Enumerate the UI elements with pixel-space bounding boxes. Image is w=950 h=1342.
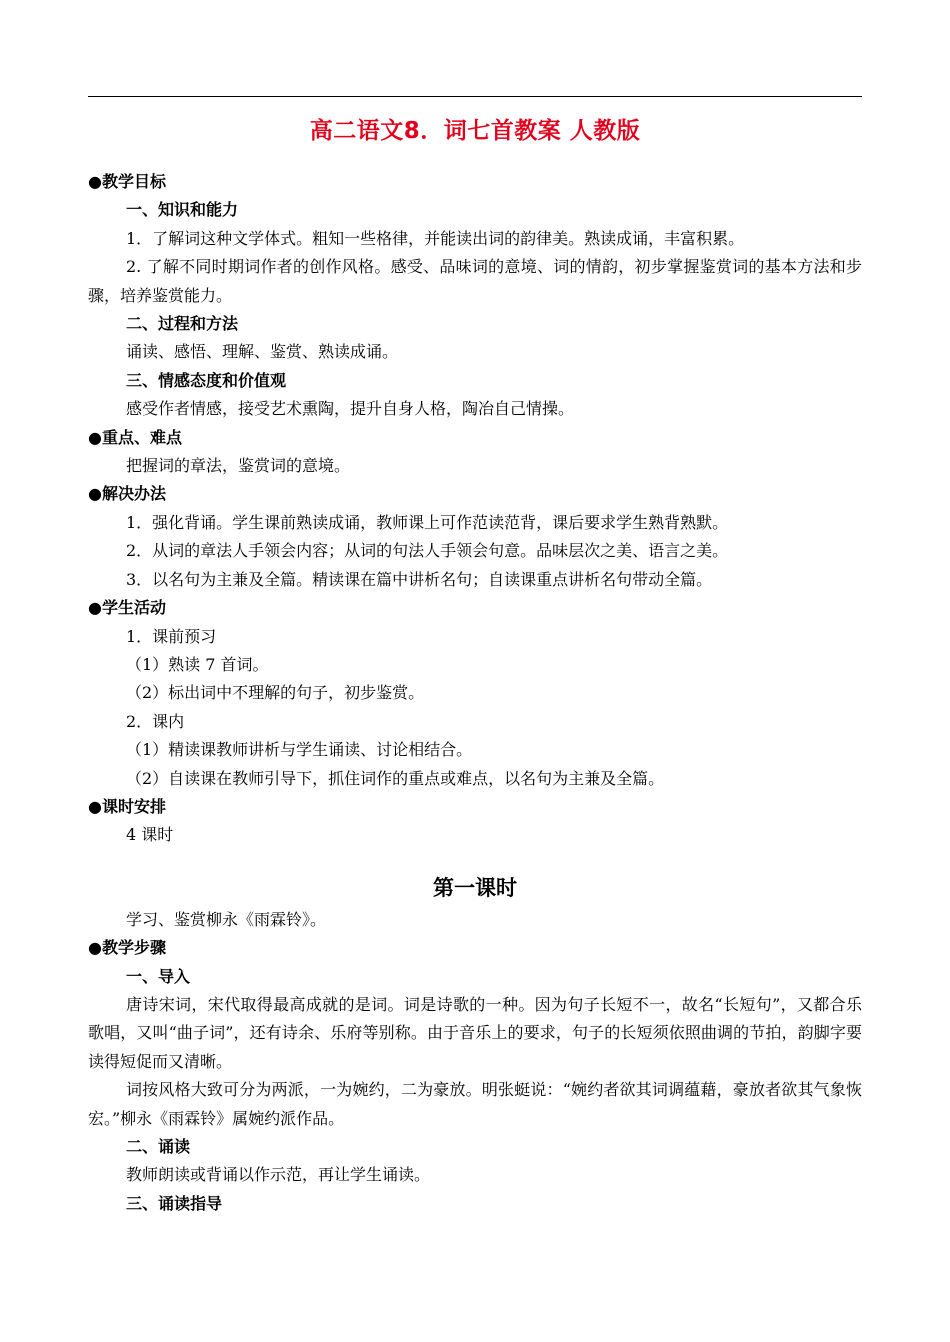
recite-heading: 二、诵读: [126, 1137, 191, 1156]
activities-heading: ●学生活动: [88, 598, 166, 618]
activities-pre-2: （2）标出词中不理解的句子，初步鉴赏。: [126, 683, 425, 703]
lesson1-intro: 学习、鉴赏柳永《雨霖铃》。: [126, 909, 327, 929]
document-title: 高二语文8．词七首教案 人教版: [309, 118, 641, 144]
lesson1-heading: 第一课时: [433, 875, 517, 900]
solutions-item-1: 1．强化背诵。学生课前熟读成诵，教师课上可作范读范背，课后要求学生熟背熟默。: [126, 512, 729, 532]
activities-pre-1: （1）熟读 7 首词。: [126, 654, 269, 674]
guide-heading: 三、诵读指导: [126, 1193, 223, 1213]
knowledge-heading: 一、知识和能力: [126, 200, 239, 220]
process-heading: 二、过程和方法: [126, 314, 239, 334]
activities-pre: 1．课前预习: [126, 626, 217, 646]
activities-in-1: （1）精读课教师讲析与学生诵读、讨论相结合。: [126, 740, 473, 760]
process-text: 诵读、感悟、理解、鉴赏、熟读成诵。: [126, 342, 399, 362]
lead-paragraph-2: 词按风格大致可分为两派，一为婉约，二为豪放。明张蜓说：“婉约者欲其词调蕴藉，豪放者欲其气象恢宏。”柳永《雨霖铃》属婉约派作品。: [88, 1080, 862, 1128]
emotion-heading: 三、情感态度和价值观: [126, 370, 287, 390]
solutions-item-2: 2．从词的章法人手领会内容；从词的句法人手领会句意。品味层次之美、语言之美。: [126, 541, 729, 561]
schedule-heading: ●课时安排: [88, 796, 166, 816]
goals-heading: ●教学目标: [88, 172, 166, 191]
focus-text: 把握词的章法，鉴赏词的意境。: [126, 456, 351, 476]
focus-heading: ●重点、难点: [88, 427, 182, 447]
lead-heading: 一、导入: [126, 966, 191, 986]
knowledge-item-2: 2. 了解不同时期词作者的创作风格。感受、品味词的意境、词的情韵，初步掌握鉴赏词的基本方法和步骤，培养鉴赏能力。: [88, 257, 862, 305]
recite-text: 教师朗读或背诵以作示范，再让学生诵读。: [126, 1165, 431, 1185]
schedule-text: 4 课时: [126, 825, 174, 845]
section-gap: [88, 850, 862, 870]
solutions-item-3: 3．以名句为主兼及全篇。精读课在篇中讲析名句；自读课重点讲析名句带动全篇。: [126, 569, 713, 589]
knowledge-item-1: 1．了解词这种文学体式。粗知一些格律，并能读出词的韵律美。熟读成诵，丰富积累。: [126, 228, 745, 248]
emotion-text: 感受作者情感，接受艺术熏陶，提升自身人格，陶冶自己情操。: [126, 399, 575, 419]
steps-heading: ●教学步骤: [88, 938, 166, 958]
header-rule: [88, 96, 862, 97]
activities-in-2: （2）自读课在教师引导下，抓住词作的重点或难点，以名句为主兼及全篇。: [126, 768, 665, 788]
solutions-heading: ●解决办法: [88, 484, 166, 504]
activities-inclass: 2．课内: [126, 711, 185, 731]
document-body: [88, 168, 862, 1218]
lead-paragraph-1: 唐诗宋词，宋代取得最高成就的是词。词是诗歌的一种。因为句子长短不一，故名“长短句”，又都合乐歌唱，又叫“曲子词”，还有诗余、乐府等别称。由于音乐上的要求，句子的长短须依照曲调的节拍，韵脚字要读得短促而又清晰。: [88, 994, 862, 1071]
